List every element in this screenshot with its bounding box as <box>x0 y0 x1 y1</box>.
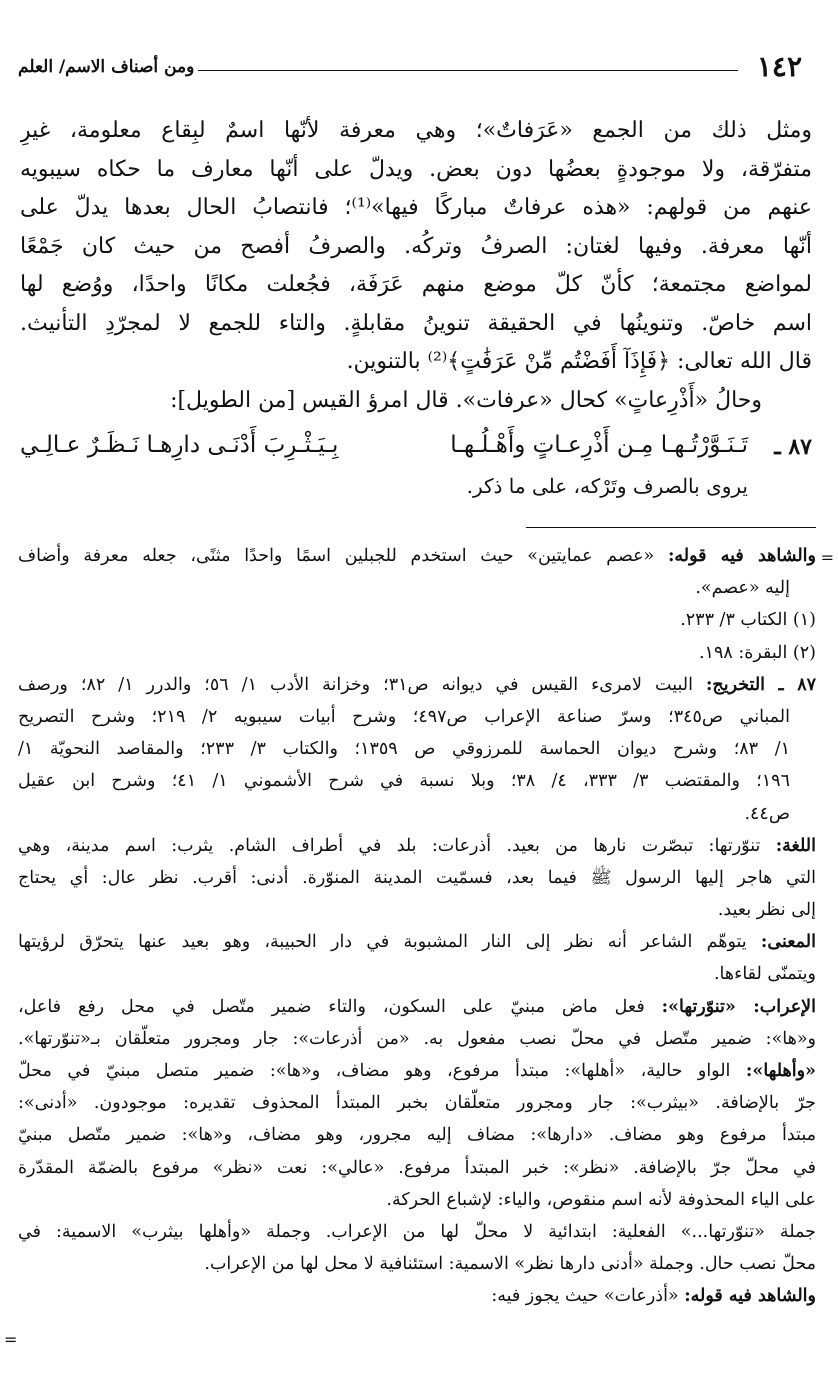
footnote-line <box>18 958 816 990</box>
footnote-line <box>18 798 816 830</box>
footnote-line <box>18 926 816 958</box>
footnote-bold: ٨٧ ـ التخريج: <box>705 674 816 695</box>
footnote-text: المباني ص٣٤٥؛ وسرّ صناعة الإعراب ص٤٩٧؛ وشرح أبيات سيبويه ٢/ ٢١٩؛ وشرح التصريح <box>18 706 790 727</box>
footnote-text: في محلّ جرّ بالإضافة. «نظر»: خبر المبتدأ مرفوع. «عالي»: نعت «نظر» مرفوع بالضمّة المقدّرة <box>18 1157 816 1178</box>
footnote-text: إلى نظر بعيد. <box>717 900 816 921</box>
footnote-bold: والشاهد فيه قوله: <box>684 1286 816 1307</box>
footnote-separator <box>526 527 816 528</box>
footnote-text: و«ها»: ضمير متّصل في محلّ نصب مفعول به. «من أذرعات»: جار ومجرور متعلّقان بـ«تنوّرتها». <box>18 1028 816 1049</box>
footnote-text: يتوهّم الشاعر أنه نظر إلى النار المشبوبة في دار الحبيبة، وهو بعيد عنها يتحرّق لرؤيتها <box>18 932 761 953</box>
main-line: ومثل ذلك من الجمع «عَرَفاتٌ»؛ وهي معرفة لأنّها اسمٌ لبِقاع معلومة، غيرِ <box>20 118 812 143</box>
footnote-text: مبتدأ مرفوع وهو مضاف. «دارها»: مضاف إليه مجرور، وهو مضاف، و«ها»: ضمير متّصل مبنيّ <box>18 1125 816 1146</box>
footnote-text: ص٤٤. <box>744 803 790 824</box>
footnote-line <box>18 1152 816 1184</box>
footnote-text: (١) الكتاب ٣/ ٢٣٣. <box>680 610 816 631</box>
footnote-line <box>18 1280 816 1312</box>
footnote-text: الواو حالية، «أهلها»: مبتدأ مرفوع، وهو مضاف، و«ها»: ضمير متصل مبنيّ في محلّ <box>18 1061 746 1081</box>
footnote-text: (٢) البقرة: ١٩٨. <box>698 642 816 663</box>
footnote-line <box>18 1087 816 1119</box>
main-line: عنهم من قولهم: «هذه عرفاتٌ مباركًا فيها»⁽¹⁾؛ فانتصابُ الحال بعدها يدلّ على <box>20 195 812 220</box>
footnote-line <box>18 540 816 572</box>
footnote-line <box>18 733 816 765</box>
footnote-text: تنوّرتها: تبصّرت نارها من بعيد. أذرعات: بلد في أطراف الشام. يثرب: اسم مدينة، وهي <box>18 835 776 856</box>
footnote-line <box>18 1119 816 1151</box>
footnote-bold: المعنى: <box>760 932 816 953</box>
page-number: ١٤٢ <box>756 50 802 83</box>
footnote-line <box>18 765 816 797</box>
footnote-line <box>18 604 816 636</box>
footnote-line <box>18 830 816 862</box>
footnote-text: ١/ ٨٣؛ وشرح ديوان الحماسة للمرزوقي ص ١٣٥٩؛ والكتاب ٣/ ٢٣٣؛ والمقاصد النحويّة ١/ <box>18 739 791 760</box>
main-line: وحالُ «أَذْرِعاتٍ» كحال «عرفات». قال امرؤ القيس [من الطويل]: <box>170 387 762 413</box>
footnote-line <box>18 862 816 894</box>
footnote-line <box>18 1055 816 1087</box>
footnote-text: «عصم عمايتين» حيث استخدم للجبلين اسمًا واحدًا مثنًى، جعله معرفة وأضاف <box>18 546 668 566</box>
footnote-line <box>18 1248 816 1280</box>
main-line: قال الله تعالى: ﴿فَإِذَآ أَفَضْتُم مِّنْ عَرَفَٰتٍ﴾⁽²⁾ بالتنوين. <box>346 349 812 374</box>
footnote-text: جرّ بالإضافة. «بيثرب»: جار ومجرور متعلّقان بخبر المبتدأ المحذوف تقديره: موجودون. «أدنى»: <box>18 1093 816 1114</box>
footnote-line <box>18 991 816 1023</box>
main-line: أنّها معرفة. وفيها لغتان: الصرفُ وتركُه. والصرفُ أفصح من حيث كان جَمْعًا <box>20 233 812 259</box>
main-text <box>20 112 812 420</box>
footnote-text: على الياء المحذوفة لأنه اسم منقوص، والياء: لإشباع الحركة. <box>386 1189 816 1210</box>
footnote-line <box>18 637 816 669</box>
footnote-bold: والشاهد فيه قوله: <box>667 546 816 566</box>
continuation-mark: = <box>820 548 834 567</box>
footnote-line <box>18 572 816 604</box>
footnote-line <box>18 894 816 926</box>
trailing-continuation-mark: = <box>4 1330 18 1349</box>
footnote-bold: اللغة: <box>775 835 816 856</box>
verse-number: ٨٧ ـ <box>774 434 812 460</box>
footnote-text: ويتمنّى لقاءها. <box>713 964 816 985</box>
footnote-text: محلّ نصب حال. وجملة «أدنى دارها نظر» الاسمية: استئنافية لا محل لها من الإعراب. <box>204 1254 816 1275</box>
footnote-line <box>18 669 816 701</box>
footnote-text: فعل ماض مبنيّ على السكون، والتاء ضمير متّصل في محل رفع فاعل، <box>18 996 662 1017</box>
footnote-text: ١٩٦؛ والمقتضب ٣/ ٣٣٣، ٤/ ٣٨؛ وبلا نسبة في شرح الأشموني ١/ ٤١؛ وشرح ابن عقيل <box>18 771 790 792</box>
footnote-bold: الإعراب: «تنوّرتها»: <box>661 996 816 1017</box>
footnote-line <box>18 701 816 733</box>
footnote-text: البيت لامرىء القيس في ديوانه ص٣١؛ وخزانة الأدب ١/ ٥٦؛ والدرر ١/ ٨٢؛ ورصف <box>18 674 706 695</box>
verse-hemistich-second: بِـيَـثْـرِبَ أَدْنَـى دارِهـا نَـظَـرٌ عـالِـي <box>20 432 339 458</box>
footnote-text: «أذرعات» حيث يجوز فيه: <box>491 1286 685 1307</box>
header-rule <box>198 70 738 71</box>
main-line: لمواضع مجتمعة؛ كأنّ كلّ موضع منهم عَرَفَة، فجُعلت مكانًا واحدًا، ووُضع لها <box>20 272 812 297</box>
page-header <box>18 44 802 90</box>
main-line: متفرّقة، ولا موجودةٍ بعضُها دون بعض. ويدلّ على أنّها معارف ما حكاه سيبويه <box>20 156 812 182</box>
footnotes <box>18 540 816 1313</box>
running-title: ومن أصناف الاسم/ العلم <box>18 57 195 77</box>
poetry-verse <box>20 428 812 508</box>
footnote-bold: «وأهلها»: <box>745 1061 816 1081</box>
verse-hemistich-first: تَـنَـوَّرْتُـهـا مِـن أَذْرِعـاتٍ وأَهْـلُـهـا <box>450 432 748 458</box>
footnote-text: إليه «عصم». <box>695 578 790 599</box>
main-line: اسم خاصّ. وتنوينُها في الحقيقة تنوينُ مقابلةٍ. والتاء للجمع لا لمجرّدِ التأنيث. <box>20 310 812 336</box>
footnote-text: جملة «تنوّرتها...» الفعلية: ابتدائية لا محلّ لها من الإعراب. وجملة «وأهلها بيثرب» الاسمية: في <box>18 1221 816 1242</box>
footnote-line <box>18 1184 816 1216</box>
footnote-text: التي هاجر إليها الرسول ﷺ فيما بعد، فسمّيت المدينة المنوّرة. أدنى: أقرب. نظر عال: أي يحتاج <box>18 867 816 888</box>
footnote-line <box>18 1023 816 1055</box>
verse-note: يروى بالصرف وتَرْكه، على ما ذكر. <box>466 474 748 498</box>
footnote-line <box>18 1216 816 1248</box>
